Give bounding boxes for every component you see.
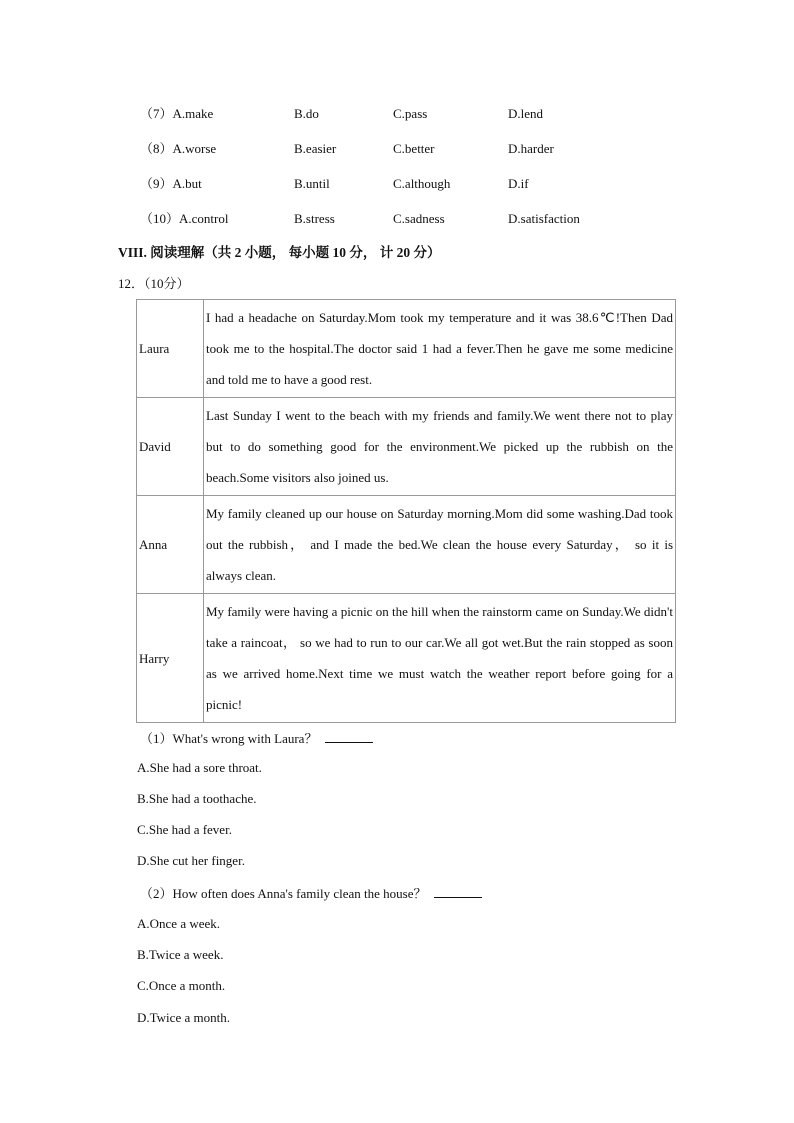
option-number <box>140 141 216 157</box>
option-c: C.better <box>393 141 435 156</box>
person-text: Last Sunday I went to the beach with my friends and family.We went there not to play but to do something good for the environment.We picked up the rubbish on the beach.Some visitors also joined us. <box>204 398 676 496</box>
answer-option: A.Once a week. <box>137 916 221 931</box>
person-text: My family cleaned up our house on Saturday morning.Mom did some washing.Dad took out the rubbish， and I made the bed.We clean the house every Saturday， so it is always clean. <box>204 496 676 594</box>
question-stem <box>140 885 482 902</box>
option-number <box>140 176 202 192</box>
table-row <box>137 496 676 594</box>
person-name: Laura <box>137 300 204 398</box>
option-a: A.control <box>179 211 229 226</box>
question-number: 12．（10分） <box>118 276 190 291</box>
reading-table <box>136 299 676 723</box>
person-name: David <box>137 398 204 496</box>
option-d: D.harder <box>508 141 554 156</box>
option-c: C.pass <box>393 106 428 121</box>
option-number <box>140 211 228 227</box>
person-text: I had a headache on Saturday.Mom took my temperature and it was 38.6℃!Then Dad took me to the hospital.The doctor said 1 had a fever.Then he gave me some medicine and told me to have a good rest. <box>204 300 676 398</box>
option-c: C.although <box>393 176 451 191</box>
option-number <box>140 106 213 122</box>
option-c: C.sadness <box>393 211 445 226</box>
answer-option: A.She had a sore throat. <box>137 760 262 775</box>
table-row <box>137 398 676 496</box>
stem-text: （1）What's wrong with Laura？ <box>140 731 318 746</box>
question-stem <box>140 730 373 747</box>
person-name: Anna <box>137 496 204 594</box>
option-a: A.but <box>172 176 202 191</box>
option-b: B.do <box>294 106 319 121</box>
answer-option: D.She cut her finger. <box>137 853 245 868</box>
person-name: Harry <box>137 594 204 723</box>
option-d: D.if <box>508 176 529 191</box>
answer-option: B.Twice a week. <box>137 947 224 962</box>
answer-blank[interactable] <box>325 730 373 743</box>
answer-option: C.Once a month. <box>137 978 226 993</box>
option-b: B.until <box>294 176 330 191</box>
person-text: My family were having a picnic on the hill when the rainstorm came on Sunday.We didn't take a raincoat， so we had to run to our car.We all got wet.But the rain stopped as soon as we arrived home.Next time we must watch the weather report before going for a picnic! <box>204 594 676 723</box>
num: （7） <box>140 106 173 121</box>
num: （9） <box>140 176 173 191</box>
answer-option: B.She had a toothache. <box>137 791 257 806</box>
answer-option: D.Twice a month. <box>137 1010 230 1025</box>
stem-text: （2）How often does Anna's family clean the house？ <box>140 886 427 901</box>
table-row <box>137 594 676 723</box>
option-b: B.stress <box>294 211 335 226</box>
option-a: A.worse <box>172 141 217 156</box>
option-a: A.make <box>172 106 214 121</box>
num: （8） <box>140 141 173 156</box>
answer-option: C.She had a fever. <box>137 822 232 837</box>
option-d: D.satisfaction <box>508 211 580 226</box>
answer-blank[interactable] <box>434 885 482 898</box>
table-row <box>137 300 676 398</box>
num: （10） <box>140 211 180 226</box>
option-d: D.lend <box>508 106 544 121</box>
section-heading: VIII. 阅读理解（共 2 小题， 每小题 10 分， 计 20 分） <box>118 245 441 260</box>
option-b: B.easier <box>294 141 337 156</box>
